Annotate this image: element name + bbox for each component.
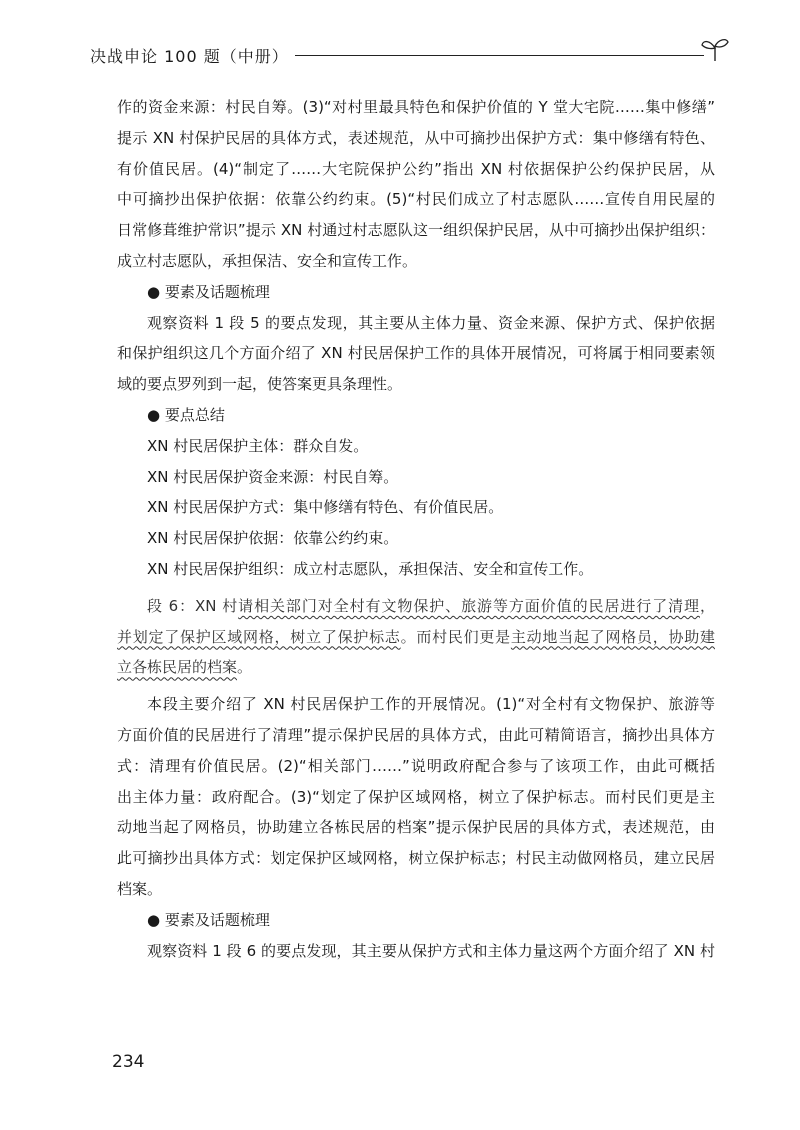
- text-line: 提示 XN 村保护民居的具体方式，表述规范，从中可摘抄出保护方式：集中修缮有特色、: [117, 128, 715, 147]
- text-line: 观察资料 1 段 5 的要点发现，其主要从主体力量、资金来源、保护方式、保护依据: [147, 313, 715, 332]
- section-heading: ● 要点总结: [117, 400, 715, 431]
- page-header: [90, 40, 730, 70]
- text-line: 域的要点罗列到一起，使答案更具条理性。: [117, 375, 403, 394]
- text-line: 档案。: [117, 879, 163, 898]
- text-line: 和保护组织这几个方面介绍了 XN 村民居保护工作的具体开展情况，可将属于相同要素领: [117, 344, 715, 363]
- text-line: 日常修葺维护常识”提示 XN 村通过村志愿队这一组织保护民居，从中可摘抄出保护组织：: [117, 221, 715, 240]
- summary-item: XN 村民居保护方式：集中修缮有特色、有价值民居。: [147, 498, 504, 517]
- summary-item: XN 村民居保护组织：成立村志愿队，承担保洁、安全和宣传工作。: [147, 559, 594, 578]
- source-paragraph-line: 段 6：XN 村请相关部门对全村有文物保护、旅游等方面价值的民居进行了清理，: [147, 596, 715, 615]
- header-title: 决战申论 100 题（中册）: [90, 47, 289, 66]
- text-line: 此可摘抄出具体方式：划定保护区域网格，树立保护标志；村民主动做网格员，建立民居: [117, 849, 715, 868]
- page-body: [117, 92, 715, 966]
- text-line: 中可摘抄出保护依据：依靠公约约束。(5)“村民们成立了村志愿队……宣传自用民屋的: [117, 190, 715, 209]
- underlined-phrase: 立各栋民居的档案: [117, 658, 238, 677]
- source-paragraph-line: 并划定了保护区域网格，树立了保护标志。而村民们更是主动地当起了网格员，协助建: [117, 627, 715, 646]
- header-rule: [295, 55, 704, 56]
- summary-item: XN 村民居保护资金来源：村民自筹。: [147, 467, 399, 486]
- text-line: 本段主要介绍了 XN 村民居保护工作的开展情况。(1)“对全村有文物保护、旅游等: [147, 695, 715, 714]
- text-line: 出主体力量：政府配合。(3)“划定了保护区域网格，树立了保护标志。而村民们更是主: [117, 787, 715, 806]
- text-line: 成立村志愿队，承担保洁、安全和宣传工作。: [117, 251, 418, 270]
- text-line: 动地当起了网格员，协助建立各栋民居的档案”提示保护民居的具体方式，表述规范，由: [117, 818, 715, 837]
- sprout-icon: [700, 36, 730, 62]
- underlined-phrase: 并划定了保护区域网格，树立了保护标志: [117, 627, 401, 646]
- page-number: 234: [112, 1052, 145, 1072]
- source-paragraph-line: 立各栋民居的档案。: [117, 658, 253, 677]
- text-line: 方面价值的民居进行了清理”提示保护民居的具体方式，由此可精简语言，摘抄出具体方: [117, 725, 715, 744]
- text-line: 有价值民居。(4)“制定了……大宅院保护公约”指出 XN 村依据保护公约保护民居，从: [117, 159, 715, 178]
- summary-item: XN 村民居保护主体：群众自发。: [147, 436, 369, 455]
- section-heading: ● 要素及话题梳理: [117, 277, 715, 308]
- text-line: 作的资金来源：村民自筹。(3)“对村里最具特色和保护价值的 Y 堂大宅院……集中修缮”: [117, 98, 715, 116]
- text-line: 式：清理有价值民居。(2)“相关部门……”说明政府配合参与了该项工作，由此可概括: [117, 756, 715, 775]
- underlined-phrase: 主动地当起了网格员，协助建: [510, 627, 715, 646]
- text-line: 观察资料 1 段 6 的要点发现，其主要从保护方式和主体力量这两个方面介绍了 XN 村: [147, 941, 715, 960]
- underlined-phrase: 请相关部门对全村有文物保护、旅游等方面价值的民居进行了清理: [238, 596, 700, 615]
- section-heading: ● 要素及话题梳理: [117, 905, 715, 936]
- summary-item: XN 村民居保护依据：依靠公约约束。: [147, 529, 399, 548]
